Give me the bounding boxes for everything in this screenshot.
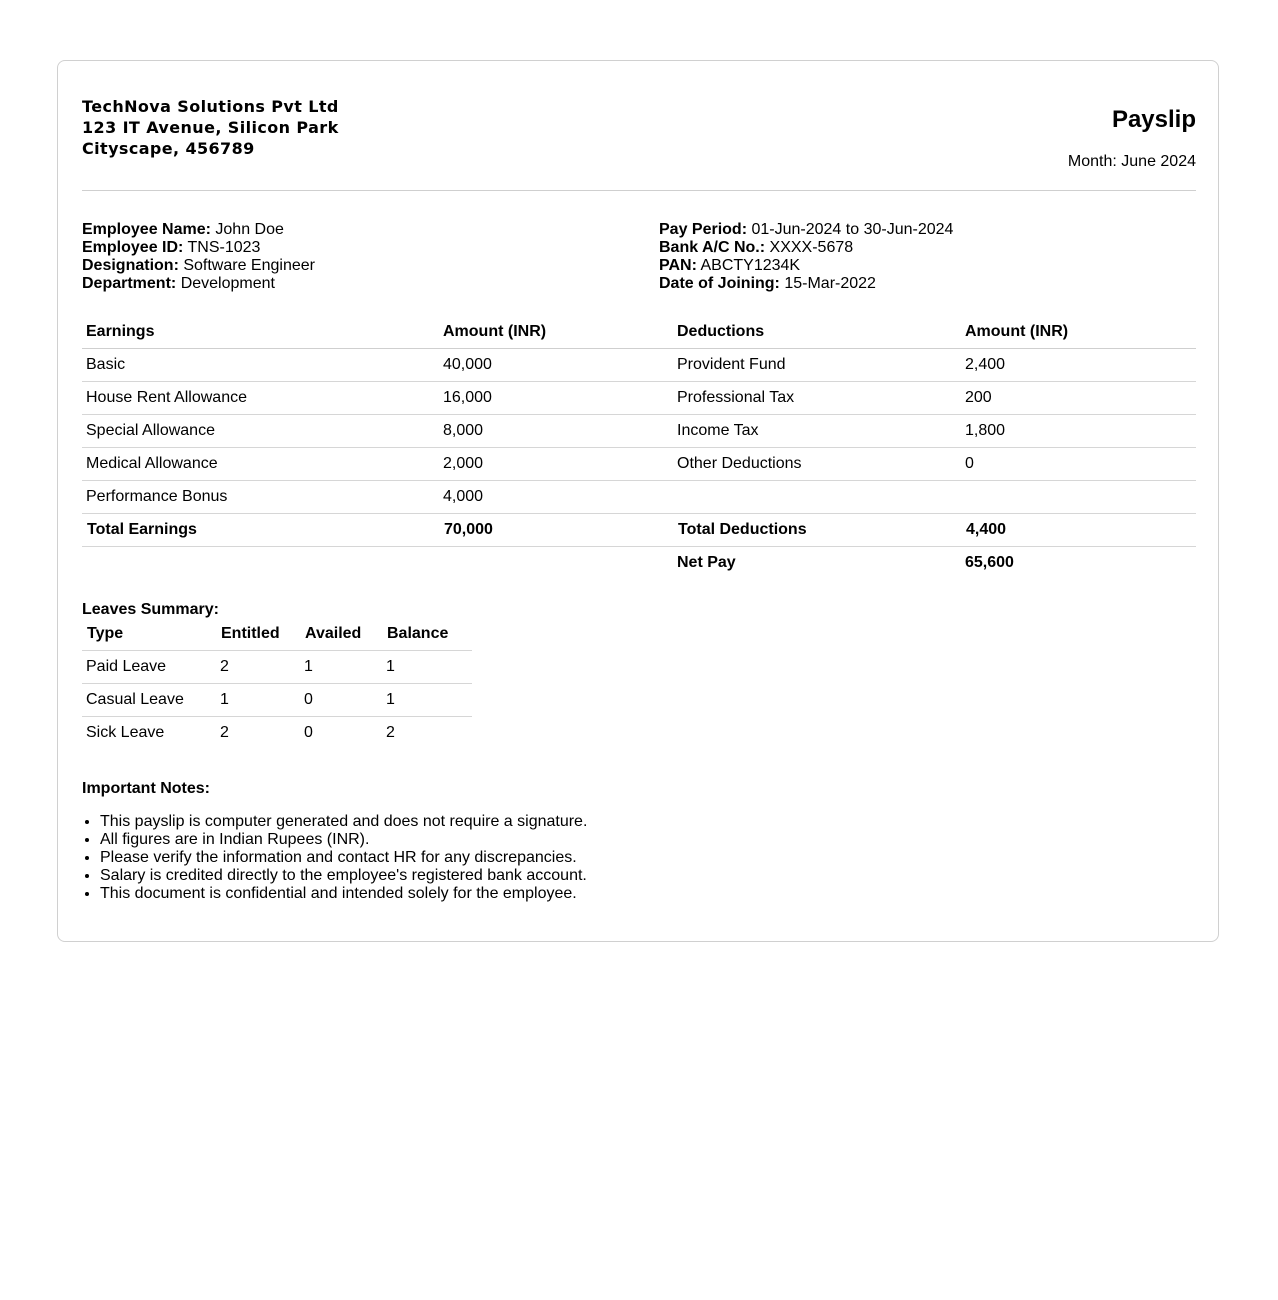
earning-name: Basic xyxy=(82,349,439,382)
department-value: Development xyxy=(180,275,275,292)
leave-entitled-header: Entitled xyxy=(216,618,300,651)
leave-availed: 0 xyxy=(304,724,313,741)
company-name: TechNova Solutions Pvt Ltd xyxy=(82,97,339,116)
table-row xyxy=(82,481,1196,514)
total-deductions-value: 4,400 xyxy=(961,514,1196,547)
earnings-header: Earnings xyxy=(82,315,439,349)
month-line xyxy=(1068,153,1196,171)
deduction-amount: 200 xyxy=(961,382,1196,415)
earning-name: Performance Bonus xyxy=(82,481,439,514)
table-row xyxy=(82,651,472,684)
deduction-name xyxy=(673,481,961,514)
leave-type: Casual Leave xyxy=(82,684,216,717)
net-pay-label: Net Pay xyxy=(677,554,736,571)
table-row xyxy=(82,349,1196,382)
leave-entitled: 2 xyxy=(220,724,229,741)
designation-label: Designation: xyxy=(82,257,179,274)
deduction-name: Professional Tax xyxy=(673,382,961,415)
date-of-joining-value: 15-Mar-2022 xyxy=(784,275,876,292)
employee-name-label: Employee Name: xyxy=(82,221,211,238)
company-address-line1: 123 IT Avenue, Silicon Park xyxy=(82,118,339,137)
designation-row xyxy=(82,257,315,275)
table-row xyxy=(82,448,1196,481)
leave-availed-header: Availed xyxy=(300,618,382,651)
total-earnings-label: Total Earnings xyxy=(82,514,439,547)
employee-id-label: Employee ID: xyxy=(82,239,184,256)
document-title: Payslip xyxy=(1111,106,1196,133)
pay-period-value: 01-Jun-2024 to 30-Jun-2024 xyxy=(751,221,954,238)
totals-row xyxy=(82,514,1196,547)
leave-availed: 1 xyxy=(300,651,382,684)
deductions-header: Deductions xyxy=(673,315,961,349)
leave-balance: 1 xyxy=(382,651,472,684)
deduction-amount xyxy=(961,481,1196,514)
designation-value: Software Engineer xyxy=(183,257,315,274)
bank-account-value: XXXX-5678 xyxy=(769,239,854,256)
deduction-amount: 0 xyxy=(961,448,1196,481)
leave-balance-header: Balance xyxy=(382,618,472,651)
list-item: • Salary is credited directly to the employee's registered bank account. xyxy=(100,867,587,885)
table-row xyxy=(82,415,1196,448)
employee-name-value: John Doe xyxy=(215,221,284,238)
total-deductions-label: Total Deductions xyxy=(673,514,961,547)
important-notes-list xyxy=(82,813,587,903)
date-of-joining-label: Date of Joining: xyxy=(659,275,780,292)
table-header-row xyxy=(82,315,1196,349)
department-label: Department: xyxy=(82,275,177,292)
employee-name-row xyxy=(82,221,315,239)
leave-type: Paid Leave xyxy=(82,651,216,684)
net-pay-row xyxy=(82,547,1196,580)
total-earnings-value: 70,000 xyxy=(439,514,673,547)
earnings-deductions-table xyxy=(82,315,1196,579)
department-row xyxy=(82,275,315,293)
net-pay-value: 65,600 xyxy=(965,554,1014,571)
earning-name: Special Allowance xyxy=(82,415,439,448)
employee-info-left xyxy=(82,221,315,293)
payslip-card xyxy=(57,60,1219,942)
deduction-amount: 1,800 xyxy=(961,415,1196,448)
employee-id-row xyxy=(82,239,315,257)
month-label: Month: xyxy=(1067,153,1117,170)
company-block xyxy=(82,96,339,159)
pay-period-row xyxy=(659,221,953,239)
leave-entitled: 2 xyxy=(216,651,300,684)
employee-id-value: TNS-1023 xyxy=(187,239,261,256)
leave-balance: 1 xyxy=(382,684,472,717)
list-item: • This document is confidential and intended solely for the employee. xyxy=(100,885,587,903)
date-of-joining-row xyxy=(659,275,953,293)
earning-amount: 8,000 xyxy=(439,415,673,448)
leave-balance: 2 xyxy=(386,724,395,741)
earning-amount: 4,000 xyxy=(439,481,673,514)
deduction-name: Other Deductions xyxy=(673,448,961,481)
list-item: • Please verify the information and contact HR for any discrepancies. xyxy=(100,849,587,867)
earning-amount: 40,000 xyxy=(439,349,673,382)
earnings-amount-header: Amount (INR) xyxy=(439,315,673,349)
bank-account-row xyxy=(659,239,953,257)
earning-amount: 2,000 xyxy=(439,448,673,481)
deduction-name: Provident Fund xyxy=(673,349,961,382)
month-value: June 2024 xyxy=(1121,153,1196,170)
leaves-header-row xyxy=(82,618,472,651)
important-notes-title: Important Notes: xyxy=(82,780,210,797)
earning-name: House Rent Allowance xyxy=(82,382,439,415)
payslip-header xyxy=(82,96,1196,191)
earning-name: Medical Allowance xyxy=(82,448,439,481)
leave-type: Sick Leave xyxy=(86,724,165,741)
leaves-table xyxy=(82,618,472,749)
leave-type-header: Type xyxy=(82,618,216,651)
table-row xyxy=(82,717,472,750)
deduction-amount: 2,400 xyxy=(961,349,1196,382)
pay-period-label: Pay Period: xyxy=(659,221,748,238)
leaves-summary-title: Leaves Summary: xyxy=(82,601,219,618)
leave-entitled: 1 xyxy=(216,684,300,717)
deductions-amount-header: Amount (INR) xyxy=(961,315,1196,349)
table-row xyxy=(82,382,1196,415)
company-address-line2: Cityscape, 456789 xyxy=(82,139,255,158)
table-row xyxy=(82,684,472,717)
leave-availed: 0 xyxy=(300,684,382,717)
earning-amount: 16,000 xyxy=(439,382,673,415)
pan-value: ABCTY1234K xyxy=(700,257,801,274)
list-item: • This payslip is computer generated and does not require a signature. xyxy=(100,813,587,831)
deduction-name: Income Tax xyxy=(673,415,961,448)
pan-label: PAN: xyxy=(659,257,697,274)
pan-row xyxy=(659,257,953,275)
list-item: • All figures are in Indian Rupees (INR). xyxy=(100,831,587,849)
employee-info-right xyxy=(659,221,953,293)
bank-account-label: Bank A/C No.: xyxy=(659,239,766,256)
